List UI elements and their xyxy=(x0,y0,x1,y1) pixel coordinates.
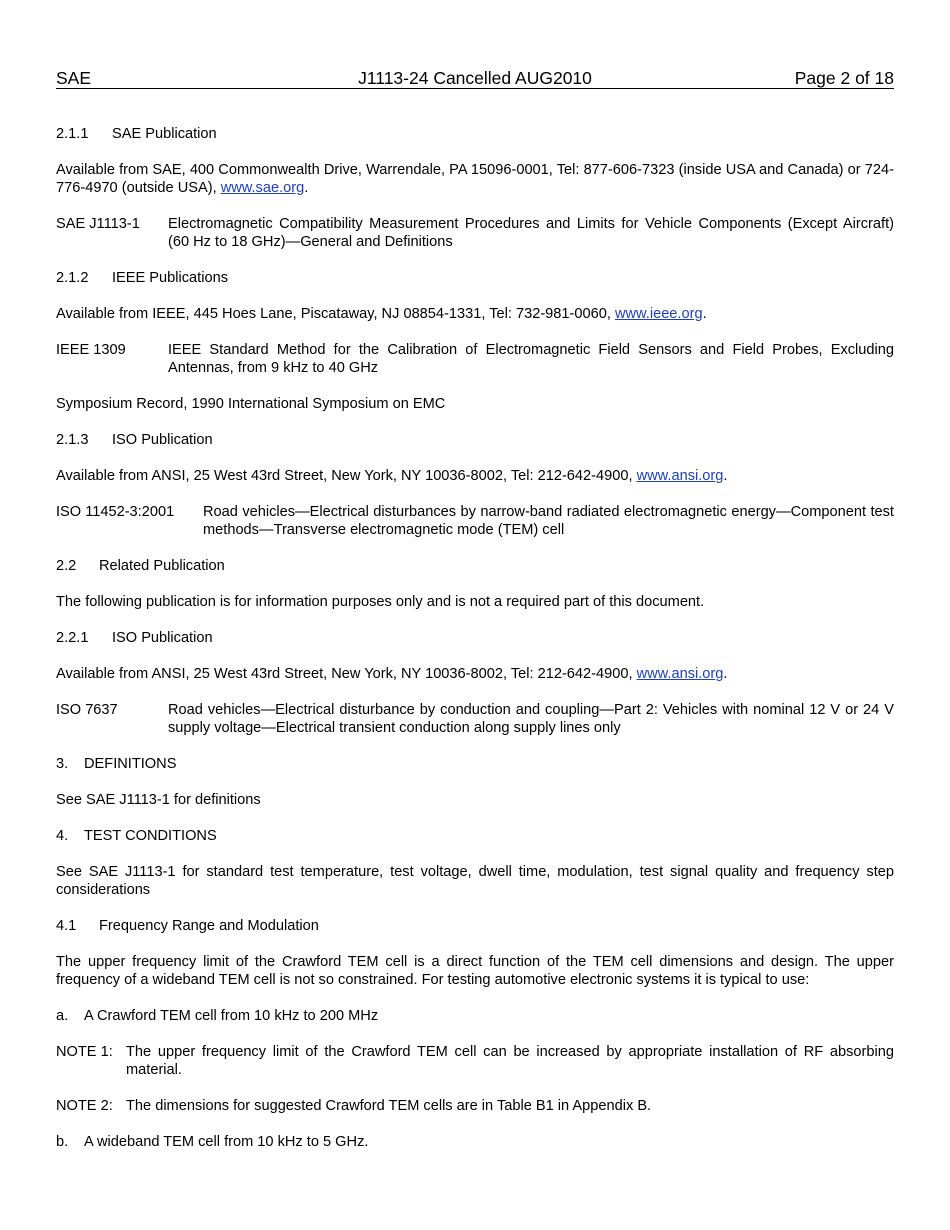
header-document-id: J1113-24 Cancelled AUG2010 xyxy=(358,68,592,88)
document-body xyxy=(56,125,894,1151)
availability-text: Available from SAE, 400 Commonwealth Drive, Warrendale, PA 15096-0001, Tel: 877-606-7323 (inside USA and Canada) or 724-776-4970 (outside USA), xyxy=(56,162,894,196)
ansi-website-link[interactable]: www.ansi.org xyxy=(636,468,724,484)
section-title: IEEE Publications xyxy=(112,270,229,286)
ieee-website-link[interactable]: www.ieee.org xyxy=(614,306,703,322)
sae-availability-paragraph xyxy=(56,161,894,197)
reference-title: IEEE Standard Method for the Calibration of Electromagnetic Field Sensors and Field Probes, Excluding Antennas, from 9 kHz to 40 GHz xyxy=(168,342,894,376)
section-heading-2-1-1 xyxy=(56,125,894,143)
reference-title: Road vehicles—Electrical disturbances by narrow-band radiated electromagnetic energy—Component test methods—Transverse electromagnetic mode (TEM) cell xyxy=(203,504,894,538)
ieee-availability-paragraph xyxy=(56,305,894,323)
availability-text: Available from ANSI, 25 West 43rd Street, New York, NY 10036-8002, Tel: 212-642-4900, xyxy=(56,666,637,682)
availability-text: Available from IEEE, 445 Hoes Lane, Piscataway, NJ 08854-1331, Tel: 732-981-0060, xyxy=(56,306,615,322)
section-number: 2.1.1 xyxy=(56,126,89,142)
note-2 xyxy=(56,1097,894,1115)
ansi-availability-paragraph-2 xyxy=(56,665,894,683)
reference-id: ISO 7637 xyxy=(56,702,118,718)
section-title: TEST CONDITIONS xyxy=(84,828,217,844)
section-number: 3. xyxy=(56,756,69,772)
section-heading-2-1-2 xyxy=(56,269,894,287)
section-number: 2.2 xyxy=(56,558,77,574)
section-title: Frequency Range and Modulation xyxy=(99,918,319,934)
reference-iso-11452-3 xyxy=(56,503,894,539)
ansi-website-link-2[interactable]: www.ansi.org xyxy=(636,666,724,682)
period: . xyxy=(304,180,309,196)
symposium-record-paragraph: Symposium Record, 1990 International Symposium on EMC xyxy=(56,396,446,412)
period: . xyxy=(702,306,707,322)
section-number: 2.2.1 xyxy=(56,630,89,646)
reference-sae-j1113-1 xyxy=(56,215,894,251)
list-text: A wideband TEM cell from 10 kHz to 5 GHz. xyxy=(84,1134,369,1150)
section-title: SAE Publication xyxy=(112,126,217,142)
reference-id: ISO 11452-3:2001 xyxy=(56,504,175,520)
section-title: DEFINITIONS xyxy=(84,756,177,772)
period: . xyxy=(723,468,728,484)
section-number: 2.1.3 xyxy=(56,432,89,448)
availability-text: Available from ANSI, 25 West 43rd Street, New York, NY 10036-8002, Tel: 212-642-4900, xyxy=(56,468,637,484)
reference-title: Road vehicles—Electrical disturbance by conduction and coupling—Part 2: Vehicles with nominal 12 V or 24 V supply voltage—Electrical transient conduction along supply lines only xyxy=(168,702,894,736)
list-item-b xyxy=(56,1133,894,1151)
section-heading-3 xyxy=(56,755,894,773)
list-item-a xyxy=(56,1007,894,1025)
test-conditions-paragraph: See SAE J1113-1 for standard test temperature, test voltage, dwell time, modulation, test signal quality and frequency step considerations xyxy=(56,864,894,898)
section-title: ISO Publication xyxy=(112,432,213,448)
section-title: Related Publication xyxy=(99,558,225,574)
note-1 xyxy=(56,1043,894,1079)
page-header xyxy=(56,68,894,89)
section-heading-2-1-3 xyxy=(56,431,894,449)
list-text: A Crawford TEM cell from 10 kHz to 200 MHz xyxy=(84,1008,379,1024)
period: . xyxy=(723,666,728,682)
reference-iso-7637 xyxy=(56,701,894,737)
section-heading-4-1 xyxy=(56,917,894,935)
header-page-number: Page 2 of 18 xyxy=(794,68,894,88)
section-heading-2-2-1 xyxy=(56,629,894,647)
reference-ieee-1309 xyxy=(56,341,894,377)
section-number: 4. xyxy=(56,828,69,844)
note-text: The upper frequency limit of the Crawford TEM cell can be increased by appropriate installation of RF absorbing material. xyxy=(126,1044,894,1078)
note-label: NOTE 1: xyxy=(56,1044,113,1060)
reference-title: Electromagnetic Compatibility Measurement Procedures and Limits for Vehicle Components (Except Aircraft) (60 Hz to 18 GHz)—General and Definitions xyxy=(168,216,894,250)
reference-id: SAE J1113-1 xyxy=(56,216,140,232)
section-heading-2-2 xyxy=(56,557,894,575)
list-label: b. xyxy=(56,1134,69,1150)
section-number: 2.1.2 xyxy=(56,270,89,286)
section-title: ISO Publication xyxy=(112,630,213,646)
header-organization: SAE xyxy=(56,68,92,88)
note-label: NOTE 2: xyxy=(56,1098,113,1114)
list-label: a. xyxy=(56,1008,69,1024)
frequency-range-paragraph: The upper frequency limit of the Crawford TEM cell is a direct function of the TEM cell dimensions and design. The upper frequency of a wideband TEM cell is not so constrained. For testing automotive electronic systems it is typical to use: xyxy=(56,954,894,988)
related-publication-paragraph: The following publication is for information purposes only and is not a required part of this document. xyxy=(56,594,705,610)
reference-id: IEEE 1309 xyxy=(56,342,126,358)
section-heading-4 xyxy=(56,827,894,845)
note-text: The dimensions for suggested Crawford TEM cells are in Table B1 in Appendix B. xyxy=(126,1098,652,1114)
sae-website-link[interactable]: www.sae.org xyxy=(220,180,305,196)
definitions-paragraph: See SAE J1113-1 for definitions xyxy=(56,792,261,808)
section-number: 4.1 xyxy=(56,918,77,934)
ansi-availability-paragraph xyxy=(56,467,894,485)
